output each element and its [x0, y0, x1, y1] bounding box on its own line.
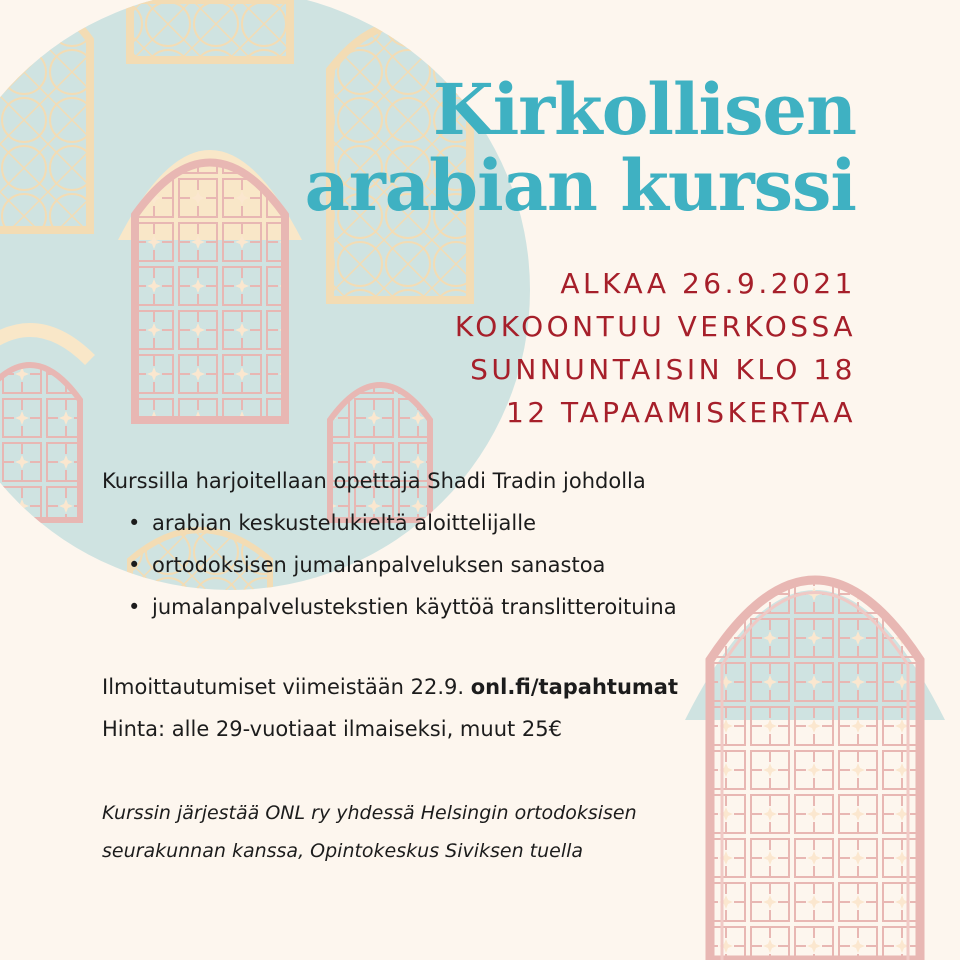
start-date: ALKAA 26.9.2021	[560, 267, 856, 300]
registration-deadline: Ilmoittautumiset viimeistään 22.9.	[102, 675, 465, 699]
course-info	[455, 262, 856, 434]
organizer-line-2: seurakunnan kanssa, Opintokeskus Siviksen tuella	[102, 840, 584, 862]
title-line-1: Kirkollisen	[432, 68, 856, 151]
list-item: • ortodoksisen jumalanpalveluksen sanastoa	[124, 544, 862, 586]
price-info: Hinta: alle 29-vuotiaat ilmaiseksi, muut 25€	[102, 717, 563, 741]
topic-list	[102, 502, 862, 628]
meeting-mode: KOKOONTUU VERKOSSA	[454, 310, 856, 343]
registration-line	[102, 666, 678, 708]
organizer-note	[102, 794, 637, 870]
session-count: 12 TAPAAMISKERTAA	[506, 396, 856, 429]
list-item: • jumalanpalvelustekstien käyttöä translitteroituina	[124, 586, 862, 628]
course-title	[304, 68, 856, 227]
description-intro: Kurssilla harjoitellaan opettaja Shadi Tradin johdolla	[102, 469, 646, 493]
title-line-2: arabian kurssi	[304, 144, 856, 227]
course-description	[102, 460, 862, 628]
organizer-line-1: Kurssin järjestää ONL ry yhdessä Helsingin ortodoksisen	[102, 802, 637, 824]
registration-link[interactable]: onl.fi/tapahtumat	[470, 675, 678, 699]
meeting-time: SUNNUNTAISIN KLO 18	[470, 353, 856, 386]
list-item: • arabian keskustelukieltä aloittelijalle	[124, 502, 862, 544]
registration-info	[102, 666, 678, 750]
